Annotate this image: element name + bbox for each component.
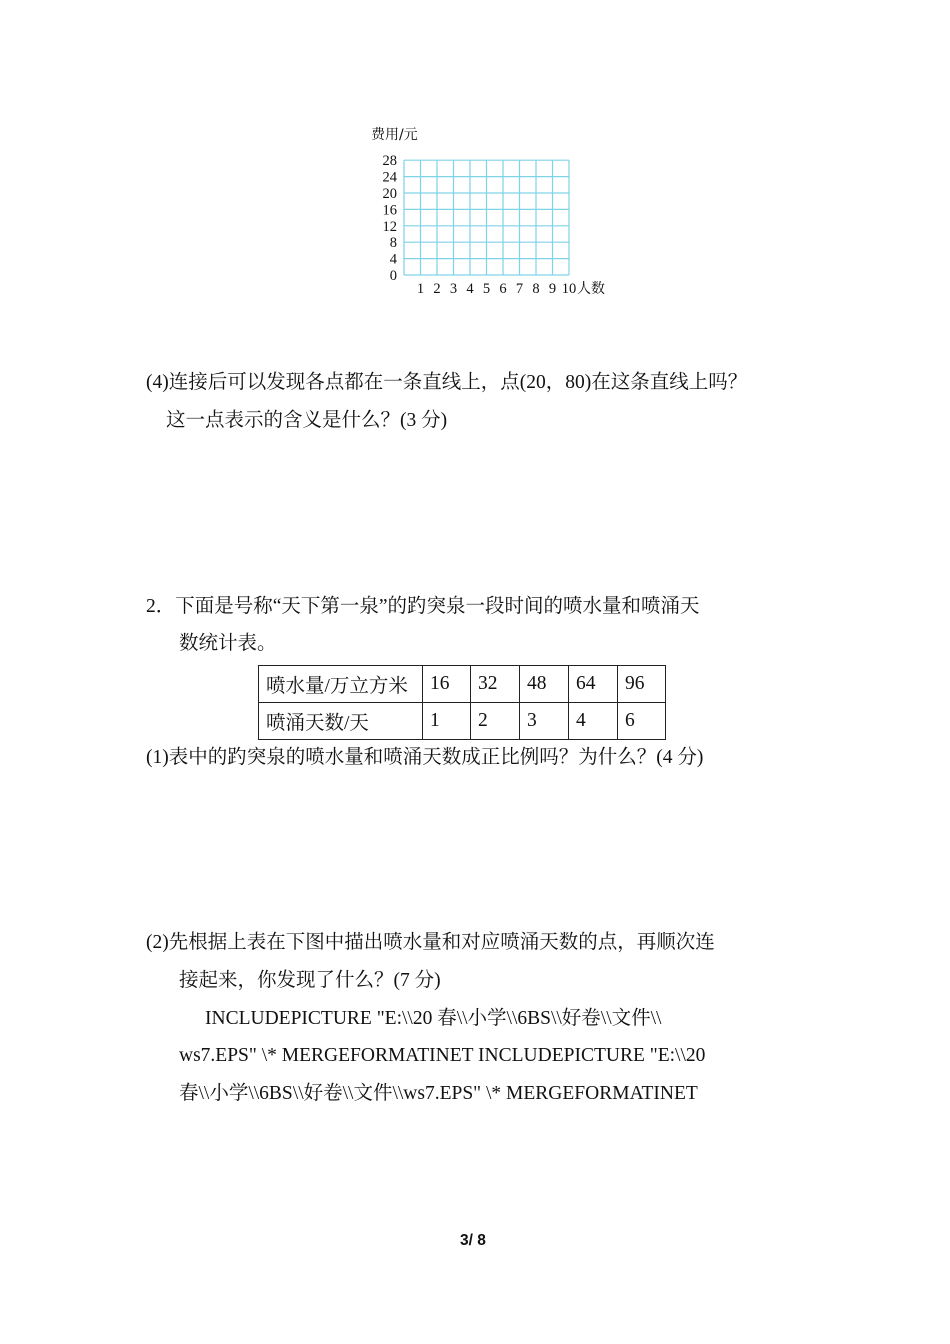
- table-cell: 64: [569, 666, 618, 703]
- sub-question-1: (1)表中的趵突泉的喷水量和喷涌天数成正比例吗？为什么？(4 分): [146, 747, 704, 768]
- sub-question-2-line-1: (2)先根据上表在下图中描出喷水量和对应喷涌天数的点，再顺次连: [146, 932, 715, 953]
- field-code-line-2: ws7.EPS" \* MERGEFORMATINET INCLUDEPICTURE "E:\\20: [179, 1045, 706, 1066]
- table-cell: 1: [423, 703, 471, 740]
- table-cell: 48: [520, 666, 569, 703]
- x-tick-label: 10: [561, 281, 577, 297]
- y-tick-labels: [383, 153, 398, 284]
- table-row: [259, 666, 666, 703]
- row-header: 喷水量/万立方米: [259, 666, 423, 703]
- y-tick-label: 8: [389, 235, 397, 252]
- table-cell: 96: [618, 666, 666, 703]
- x-tick-label: 8: [532, 281, 540, 297]
- field-code-line-1: INCLUDEPICTURE "E:\\20 春\\小学\\6BS\\好卷\\文件\\: [205, 1008, 662, 1029]
- page-number: 3/ 8: [460, 1232, 486, 1249]
- x-tick-label: 4: [466, 281, 474, 297]
- table-cell: 32: [471, 666, 520, 703]
- y-tick-label: 4: [389, 251, 397, 268]
- y-tick-label: 0: [389, 268, 397, 284]
- y-tick-label: 24: [382, 169, 397, 186]
- x-axis-title: 人数: [577, 281, 605, 297]
- chart-grid: [404, 160, 569, 275]
- x-tick-label: 6: [499, 281, 507, 297]
- row-header: 喷涌天数/天: [259, 703, 423, 740]
- x-tick-label: 1: [416, 281, 425, 297]
- question-4-line-1: (4)连接后可以发现各点都在一条直线上，点(20，80)在这条直线上吗？: [146, 372, 748, 393]
- sub-question-2-line-2: 接起来，你发现了什么？(7 分): [179, 970, 441, 991]
- y-axis-title: 费用/元: [371, 127, 418, 143]
- table-cell: 4: [569, 703, 618, 740]
- table-row: [259, 703, 666, 740]
- y-tick-label: 20: [382, 186, 397, 202]
- field-code-line-3: 春\\小学\\6BS\\好卷\\文件\\ws7.EPS" \* MERGEFORMATINET: [179, 1083, 698, 1104]
- problem-2-line-1: 2．下面是号称“天下第一泉”的趵突泉一段时间的喷水量和喷涌天: [146, 596, 700, 617]
- table-cell: 3: [520, 703, 569, 740]
- x-tick-label: 7: [515, 281, 524, 297]
- table-cell: 16: [423, 666, 471, 703]
- x-tick-labels: [417, 281, 576, 297]
- x-tick-label: 5: [482, 281, 491, 297]
- y-tick-label: 28: [382, 153, 397, 170]
- x-tick-label: 9: [548, 281, 557, 297]
- problem-2-line-2: 数统计表。: [179, 633, 277, 654]
- y-tick-label: 16: [382, 202, 397, 219]
- y-tick-label: 12: [382, 218, 397, 235]
- spring-data-table: [258, 665, 666, 740]
- x-tick-label: 3: [449, 281, 458, 297]
- table-cell: 6: [618, 703, 666, 740]
- question-4-line-2: 这一点表示的含义是什么？(3 分): [166, 410, 448, 431]
- x-tick-label: 2: [433, 281, 441, 297]
- table-cell: 2: [471, 703, 520, 740]
